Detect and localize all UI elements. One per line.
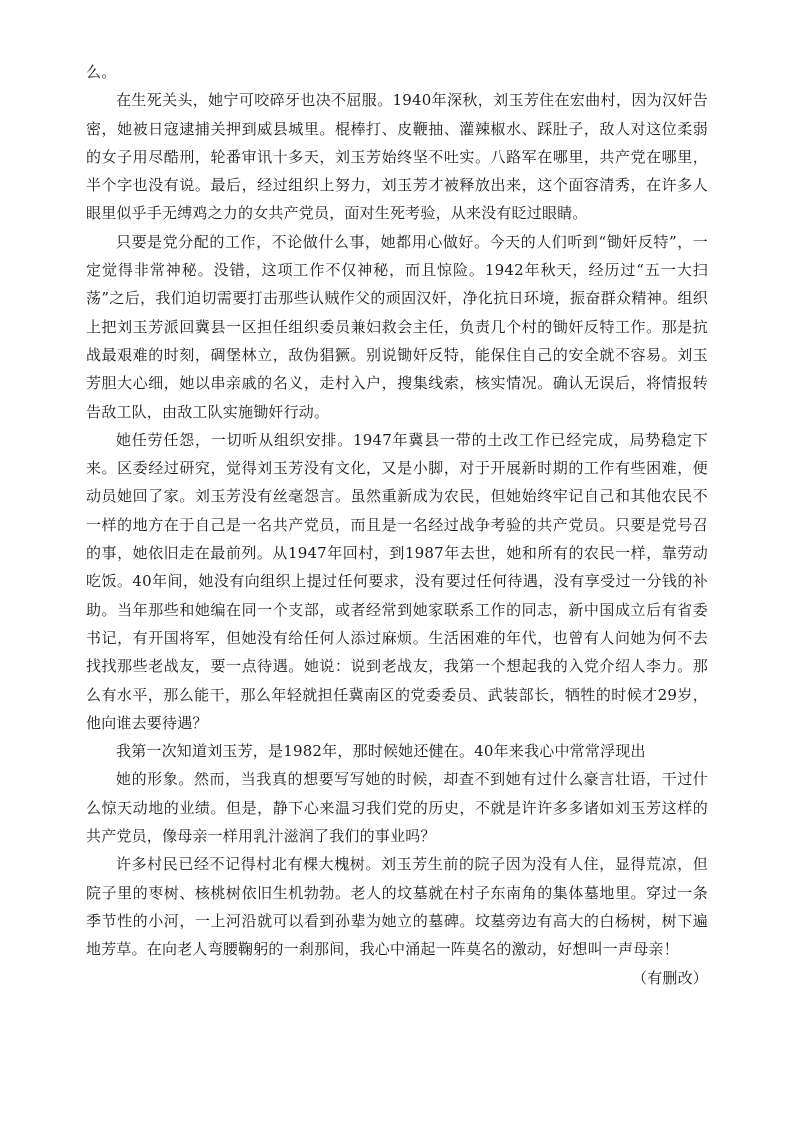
paragraph-first-knew: 我第一次知道刘玉芳，是1982年，那时候她还健在。40年来我心中常常浮现出 [116,742,646,761]
paragraph-villagers: 许多村民已经不记得村北有棵大槐树。刘玉芳生前的院子因为没有人住，显得荒凉，但院子里的枣树、核桃树依旧生机勃勃。老人的坟墓就在村子东南角的集体墓地里。穿过一条季节性的小河，一上河沿就可以看到孙辈为她立的墓碑。坟墓旁边有高大的白杨树，树下遍地芳草。在向老人弯腰鞠躬的一刹那间，我心中涌起一阵莫名的激动，好想叫一声母亲！ [86,855,708,959]
paragraph-life-and-death: 在生死关头，她宁可咬碎牙也决不屈服。1940年深秋，刘玉芳住在宏曲村，因为汉奸告密，她被日寇逮捕关押到威县城里。棍棒打、皮鞭抽、灌辣椒水、踩肚子，敌人对这位柔弱的女子用尽酷刑，轮番审讯十多天，刘玉芳始终坚不吐实。八路军在哪里，共产党在哪里，半个字也没有说。最后，经过组织上努力，刘玉芳才被释放出来，这个面容清秀，在许多人眼里似乎手无缚鸡之力的女共产党员，面对生死考验，从来没有眨过眼睛。 [86,91,708,223]
paragraph-continuation: 么。 [86,63,117,81]
source-note: （有删改） [631,968,708,987]
paragraph-her-image: 她的形象。然而，当我真的想要写写她的时候，却查不到她有过什么豪言壮语，干过什么惊天动地的业绩。但是，静下心来温习我们党的历史，不就是许许多多诸如刘玉芳这样的共产党员，像母亲一样用乳汁滋润了我们的事业吗？ [86,770,708,846]
paragraph-party-work: 只要是党分配的工作，不论做什么事，她都用心做好。今天的人们听到“锄奸反特”，一定觉得非常神秘。没错，这项工作不仅神秘，而且惊险。1942年秋天，经历过“五一大扫荡”之后，我们迫切需要打击那些认贼作父的顽固汉奸，净化抗日环境，振奋群众精神。组织上把刘玉芳派回冀县一区担任组织委员兼妇救会主任，负责几个村的锄奸反特工作。那是抗战最艰难的时刻，碉堡林立，敌伪猖獗。别说锄奸反特，能保住自己的安全就不容易。刘玉芳胆大心细，她以串亲戚的名义，走村入户，搜集线索，核实情况。确认无误后，将情报转告敌工队，由敌工队实施锄奸行动。 [86,232,708,421]
paragraph-hard-work: 她任劳任怨，一切听从组织安排。1947年冀县一带的土改工作已经完成，局势稳定下来。区委经过研究，觉得刘玉芳没有文化，又是小脚，对于开展新时期的工作有些困难，便动员她回了家。刘玉芳没有丝毫怨言。虽然重新成为农民，但她始终牢记自己和其他农民不一样的地方在于自己是一名共产党员，而且是一名经过战争考验的共产党员。只要是党号召的事，她依旧走在最前列。从1947年回村，到1987年去世，她和所有的农民一样，靠劳动吃饭。40年间，她没有向组织上提过任何要求，没有要过任何待遇，没有享受过一分钱的补助。当年那些和她编在同一个支部，或者经常到她家联系工作的同志，新中国成立后有省委书记，有开国将军，但她没有给任何人添过麻烦。生活困难的年代，也曾有人问她为何不去找找那些老战友，要一点待遇。她说：说到老战友，我第一个想起我的入党介绍人李力。那么有水平，那么能干，那么年轻就担任冀南区的党委委员、武装部长，牺牲的时候才29岁，他向谁去要待遇？ [86,430,708,732]
